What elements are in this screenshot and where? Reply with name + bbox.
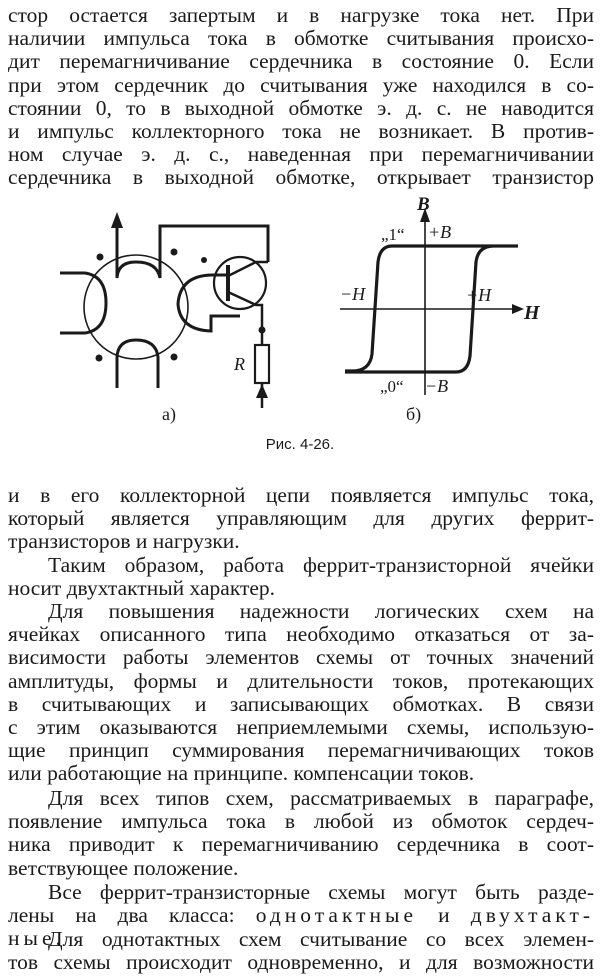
arrow-head-up-icon — [256, 384, 268, 398]
minus-h-label: −H — [340, 284, 366, 304]
text-line: дит перемагничивание сердечника в состояние 0. Если — [8, 49, 594, 74]
text-line: Для повышения надежности логических схем на — [48, 599, 594, 623]
winding-dot — [96, 355, 103, 362]
emphasized-term: ные. — [8, 926, 65, 951]
text-line: ника приводит к перемагничиванию сердечника в соот- — [8, 832, 594, 857]
winding-dot — [171, 354, 178, 361]
transistor-emitter — [228, 292, 262, 330]
emphasized-term: двухтакт- — [470, 903, 595, 928]
text-fragment: и — [438, 903, 450, 928]
text-line: Таким образом, работа феррит-транзисторной ячейки — [48, 553, 594, 577]
plus-h-label: +H — [466, 285, 492, 305]
text-line: амплитуды, формы и длительности токов, протекающих — [8, 668, 594, 693]
subfigure-label-a: а) — [162, 404, 176, 424]
subfigure-label-b: б) — [406, 404, 422, 424]
paragraph — [8, 554, 594, 600]
paragraph — [8, 484, 594, 554]
text-line: или работающие на принципе. компенсации токов. — [8, 761, 475, 786]
text-line: с этим оказываются неприемлемыми схемы, использую- — [8, 715, 594, 740]
emphasized-term: однотактные — [255, 903, 417, 928]
input-winding-left — [60, 273, 106, 333]
text-line: ветствующее положение. — [8, 855, 239, 880]
state-zero-label: „0“ — [380, 377, 404, 396]
text-line: наличии импульса тока в обмотке считывания происхо- — [8, 26, 594, 51]
text-line — [8, 904, 594, 927]
text-line: стоянии 0, то в выходной обмотке э. д. с. не наводится — [8, 95, 594, 120]
text-line: сердечника в выходной обмотке, открывает транзистор — [8, 165, 594, 190]
ferrite-core — [84, 255, 188, 359]
resistor-r — [255, 345, 269, 383]
write-winding-bottom — [117, 340, 158, 388]
figure-caption: Рис. 4-26. — [265, 436, 335, 453]
text-line: который является управляющим для других феррит- — [8, 506, 594, 531]
text-line: ном случае э. д. с., наведенная при перемагничивании — [8, 142, 594, 167]
axis-b-label: B — [417, 194, 430, 215]
resistor-label: R — [234, 354, 245, 374]
circuit-diagram-a — [60, 212, 269, 408]
text-fragment: лены на два класса: — [8, 903, 235, 928]
text-line: носит двухтактный характер. — [8, 576, 276, 601]
axis-h-label: H — [524, 302, 540, 324]
winding-dot — [97, 254, 104, 261]
text-line: в считывающих и записывающих обмотках. В связи — [8, 691, 594, 716]
paragraph — [8, 600, 594, 786]
winding-dot — [201, 257, 207, 263]
text-line: стор остается запертым и в нагрузке тока нет. При — [8, 3, 594, 27]
paragraph — [8, 787, 594, 880]
read-winding-top — [117, 226, 268, 278]
text-line: тов схемы происходит одновременно, и для возможности — [8, 950, 594, 975]
text-line: появление импульса тока в любой из обмоток сердеч- — [8, 809, 594, 834]
text-line: при этом сердечник до считывания уже находился в со- — [8, 72, 594, 97]
transistor-body — [214, 257, 266, 309]
text-line: Все феррит-транзисторные схемы могут быть разде- — [48, 880, 594, 904]
text-line: и в его коллекторной цепи появляется импульс тока, — [8, 483, 594, 507]
figure-4-26 — [0, 190, 600, 460]
text-line: и импульс коллекторного тока не возникает. В против- — [8, 119, 594, 144]
text-line: висимости работы элементов схемы от точных значений — [8, 645, 594, 670]
top-paragraph — [8, 4, 594, 190]
arrow-head-up-icon — [111, 212, 123, 228]
plus-b-label: +B — [428, 222, 452, 242]
text-line: ячейках описанного типа необходимо отказаться от за- — [8, 622, 594, 647]
state-one-label: „1“ — [381, 225, 405, 244]
text-line: Для всех типов схем, рассматриваемых в параграфе, — [48, 786, 594, 810]
text-line: Для однотактных схем считывание со всех элемен- — [48, 927, 594, 951]
winding-dot — [171, 249, 178, 256]
minus-b-label: −B — [425, 376, 449, 396]
paragraph — [8, 928, 594, 974]
text-line: транзисторов и нагрузки. — [8, 529, 240, 554]
axis-h-arrow-icon — [512, 304, 524, 314]
text-line: щие принцип суммирования перемагничивающих токов — [8, 738, 594, 763]
